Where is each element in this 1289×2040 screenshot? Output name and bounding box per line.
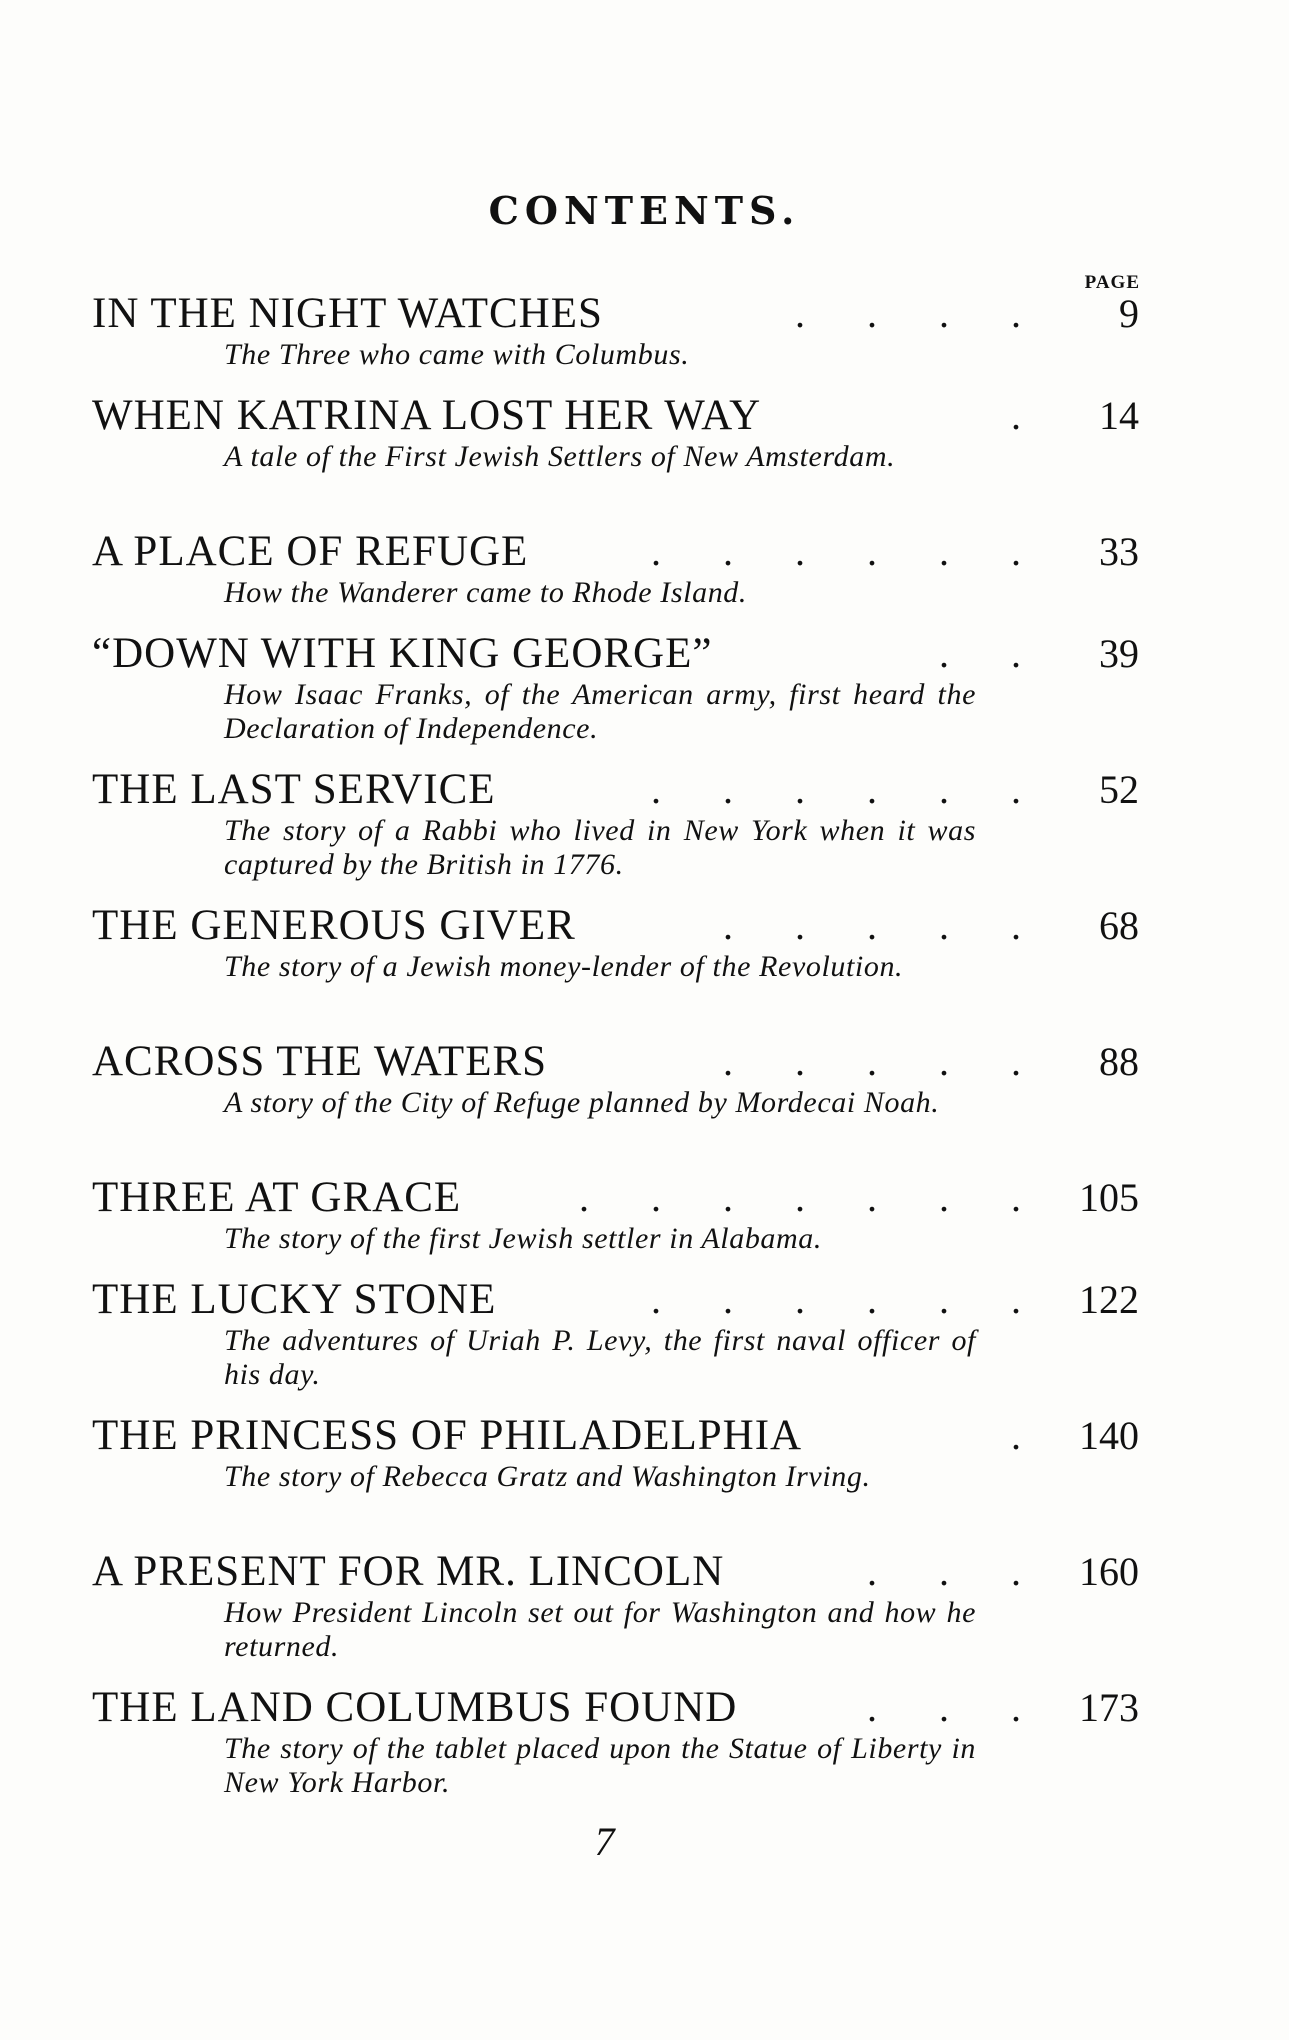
chapter-description: How the Wanderer came to Rhode Island. [224,576,747,609]
folio-page-number: 7 [594,1819,615,1864]
chapter-description: The Three who came with Columbus. [224,338,690,371]
toc-entry [0,1684,1289,1800]
page-number: 88 [1099,1039,1139,1084]
toc-entry [0,766,1289,882]
page-column-label: PAGE [1084,272,1140,293]
chapter-title: “DOWN WITH KING GEORGE” [92,630,713,677]
dot-leader: . . . [867,1549,1047,1594]
page-number: 9 [1119,291,1139,336]
chapter-title: A PLACE OF REFUGE [92,528,529,575]
toc-entry [0,290,1289,372]
contents-heading: CONTENTS. [488,188,801,233]
dot-leader: . . . . . [723,1039,1047,1084]
chapter-title: THE LAST SERVICE [92,766,496,813]
chapter-title: THE LAND COLUMBUS FOUND [92,1684,738,1731]
chapter-description: The story of Rebecca Gratz and Washington Irving. [224,1460,871,1493]
chapter-description: The story of the tablet placed upon the Statue of Liberty in New York Harbor. [224,1732,976,1799]
toc-entry [0,902,1289,984]
dot-leader: . . . . . . . [579,1175,1047,1220]
chapter-title: A PRESENT FOR MR. LINCOLN [92,1548,725,1595]
toc-entry [0,1412,1289,1494]
chapter-description: A tale of the First Jewish Settlers of New Amsterdam. [224,440,896,473]
dot-leader: . . . [867,1685,1047,1730]
chapter-title: THE LUCKY STONE [92,1276,497,1323]
chapter-description: The story of a Rabbi who lived in New York when it was captured by the British in 1776. [224,814,976,881]
chapter-title: IN THE NIGHT WATCHES [92,290,603,337]
page-number: 140 [1079,1413,1139,1458]
dot-leader: . [1011,393,1047,438]
page-number: 122 [1079,1277,1139,1322]
page-number: 173 [1079,1685,1139,1730]
page-number: 160 [1079,1549,1139,1594]
toc-entry [0,392,1289,474]
dot-leader: . . . . . [723,903,1047,948]
page-number: 14 [1099,393,1139,438]
chapter-title: THREE AT GRACE [92,1174,462,1221]
chapter-description: A story of the City of Refuge planned by Mordecai Noah. [224,1086,940,1119]
toc-entry [0,1174,1289,1256]
page-number: 39 [1099,631,1139,676]
chapter-description: How Isaac Franks, of the American army, first heard the Declaration of Independence. [224,678,976,745]
chapter-description: The story of a Jewish money-lender of the Revolution. [224,950,904,983]
chapter-title: ACROSS THE WATERS [92,1038,548,1085]
chapter-description: The story of the first Jewish settler in Alabama. [224,1222,822,1255]
dot-leader: . . . . . . [651,1277,1047,1322]
chapter-title: WHEN KATRINA LOST HER WAY [92,392,762,439]
toc-entry [0,630,1289,746]
dot-leader: . . . . . . [651,529,1047,574]
dot-leader: . . . . [795,291,1047,336]
toc-entry [0,1548,1289,1664]
dot-leader: . [1011,1413,1047,1458]
page-number: 105 [1079,1175,1139,1220]
page-number: 68 [1099,903,1139,948]
toc-entry [0,528,1289,610]
chapter-title: THE GENEROUS GIVER [92,902,576,949]
page-number: 33 [1099,529,1139,574]
dot-leader: . . . . . . [651,767,1047,812]
toc-entry [0,1276,1289,1392]
page-number: 52 [1099,767,1139,812]
chapter-description: The adventures of Uriah P. Levy, the first naval officer of his day. [224,1324,976,1391]
dot-leader: . . [939,631,1047,676]
chapter-title: THE PRINCESS OF PHILADELPHIA [92,1412,803,1459]
toc-entry [0,1038,1289,1120]
chapter-description: How President Lincoln set out for Washington and how he returned. [224,1596,976,1663]
